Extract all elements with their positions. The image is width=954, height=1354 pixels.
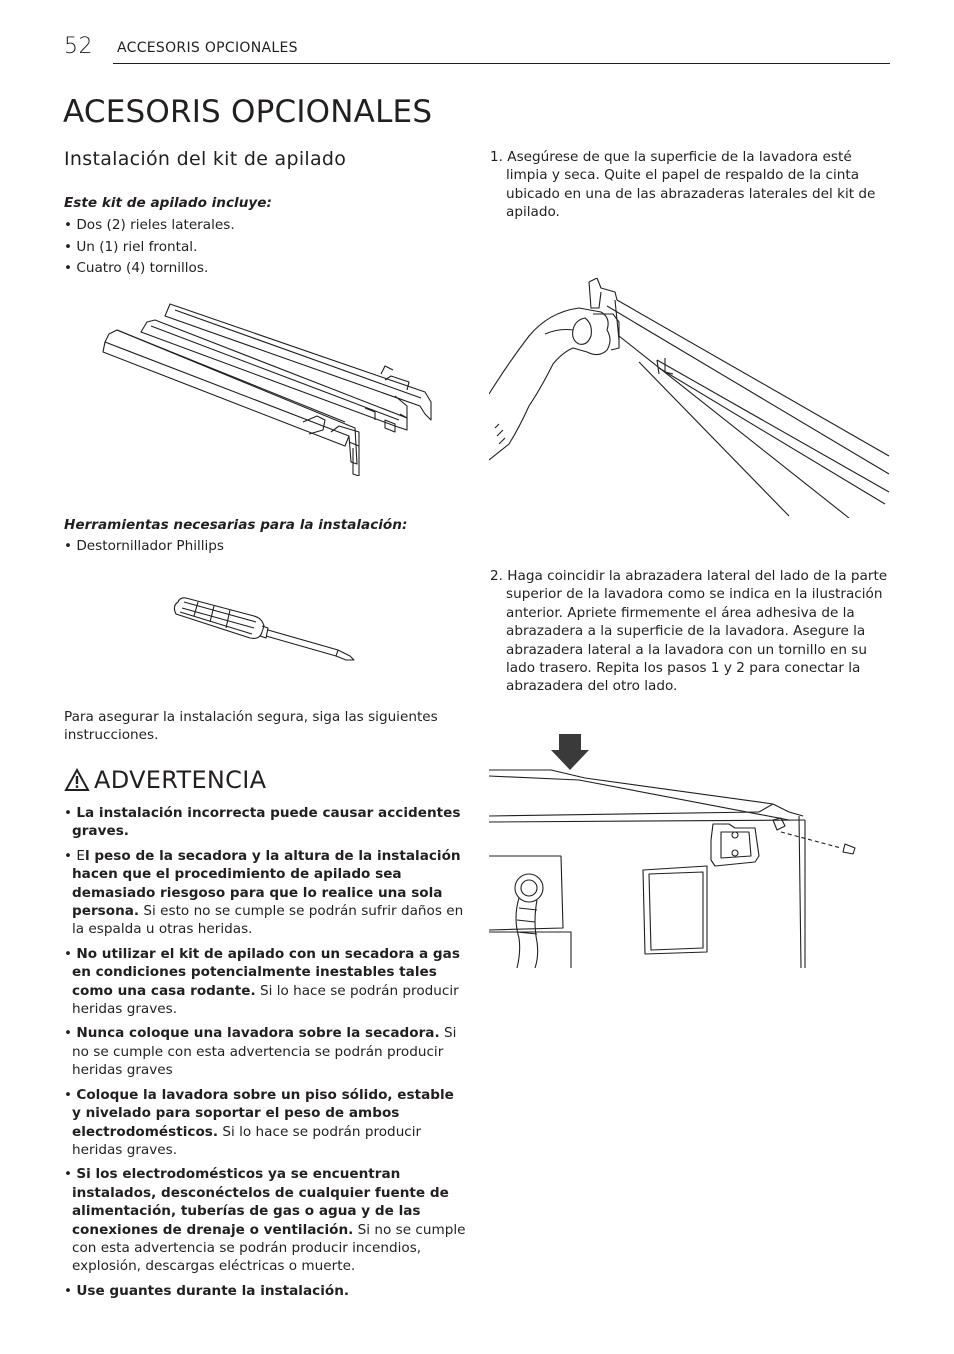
kit-heading: Este kit de apilado incluye: [64, 195, 272, 211]
warning-item: • Use guantes durante la instalación. [64, 1282, 350, 1299]
page-title: ACESORIS OPCIONALES [63, 94, 433, 130]
step-2-text: 2. Haga coincidir la abrazadera lateral del lado de la parte superior de la lavadora como se indica en la ilustración anterior. Apriete firmemente el área adhesiva de la abrazadera a la superficie de la lavadora. Asegure la abrazadera lateral a la lavadora con un tornillo en su lado trasero. Repita los pasos 1 y 2 para conectar la abrazadera del otro lado. [490, 568, 888, 695]
step-1-text: 1. Asegúrese de que la superficie de la lavadora esté limpia y seca. Quite el papel de respaldo de la cinta ubicado en una de las abrazaderas laterales del kit de apilado. [490, 149, 876, 221]
kit-item: • Dos (2) rieles laterales. [64, 217, 235, 234]
warning-item: • Si los electrodomésticos ya se encuentran instalados, desconéctelos de cualquier fuente de alimentación, tuberías de gas o agua y de las conexiones de drenaje o ventilación. Si no se cumple con esta advertencia se podrán producir incendios, explosión, descargas eléctricas o muerte. [64, 1166, 466, 1275]
page-number: 52 [64, 34, 93, 59]
warning-title [64, 766, 266, 794]
warning-item: • No utilizar el kit de apilado con un secadora a gas en condiciones potencialmente inestables tales como una casa rodante. Si lo hace se podrán producir heridas graves. [64, 945, 460, 1018]
rails-illustration [95, 296, 440, 476]
warning-title-text: ADVERTENCIA [94, 766, 267, 794]
kit-item: • Un (1) riel frontal. [64, 238, 198, 255]
kit-item: • Cuatro (4) tornillos. [64, 260, 209, 277]
warning-list [64, 804, 466, 1306]
tools-heading: Herramientas necesarias para la instalación: [64, 517, 408, 533]
glove-rail-illustration [489, 278, 891, 518]
warning-triangle-icon [64, 768, 94, 792]
down-arrow-icon [551, 734, 589, 770]
warning-item: • El peso de la secadora y la altura de la instalación hacen que el procedimiento de apilado sea demasiado riesgoso para que lo realice una sola persona. Si esto no se cumple se podrán sufrir daños en la espalda u otras heridas. [64, 847, 464, 938]
intro-text: Para asegurar la instalación segura, siga las siguientes instrucciones. [64, 709, 438, 744]
tools-item: • Destornillador Phillips [64, 538, 225, 555]
warning-item: • Nunca coloque una lavadora sobre la secadora. Si no se cumple con esta advertencia se podrán producir heridas graves [64, 1025, 457, 1079]
section-header: ACCESORIS OPCIONALES [117, 40, 298, 56]
washer-bracket-illustration [489, 732, 861, 968]
warning-item: • La instalación incorrecta puede causar accidentes graves. [64, 805, 461, 840]
screwdriver-icon [170, 596, 360, 666]
warning-item: • Coloque la lavadora sobre un piso sólido, estable y nivelado para soportar el peso de ambos electrodomésticos. Si lo hace se podrán producir heridas graves. [64, 1086, 454, 1158]
section-subtitle: Instalación del kit de apilado [64, 148, 347, 170]
step-2 [490, 567, 890, 696]
kit-contents [64, 194, 464, 278]
tools-needed [64, 516, 464, 556]
header-rule [113, 63, 890, 64]
step-1 [490, 148, 890, 222]
